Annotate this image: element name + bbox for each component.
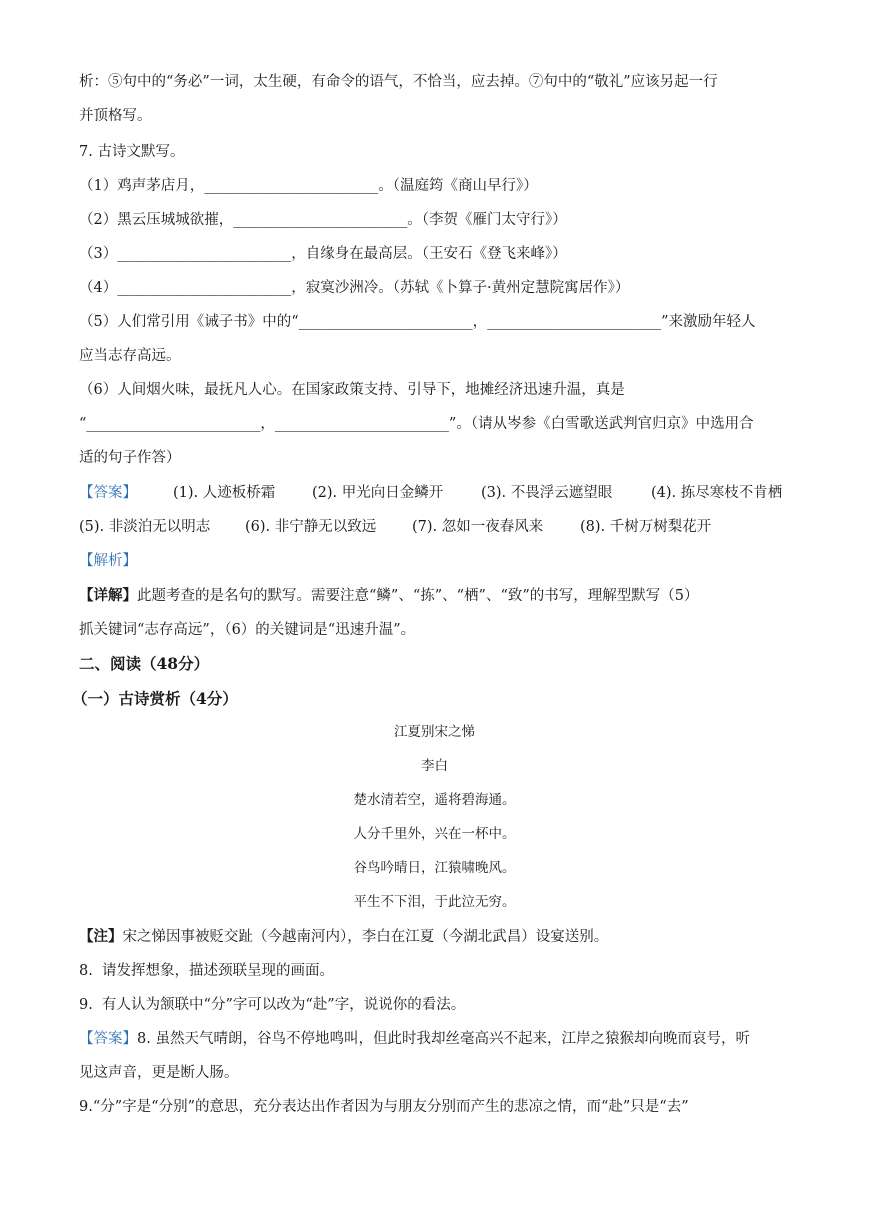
question-7-item-6: （6）人间烟火味，最抚凡人心。在国家政策支持、引导下，地摊经济迅速升温，真是 [79,382,625,398]
answer-label: 【答案】 [79,1031,137,1047]
note-text: 宋之悌因事被贬交趾（今越南河内），李白在江夏（今湖北武昌）设宴送别。 [122,929,609,945]
question-8: 8. 请发挥想象，描述颈联呈现的画面。 [79,963,335,979]
answer-item: (5). 非淡泊无以明志 [79,519,211,535]
detail-text: 此题考查的是名句的默写。需要注意“鳞”、“拣”、“栖”、“致”的书写，理解型默写（5） [137,588,699,604]
text-line: 并顶格写。 [79,108,152,124]
poem-line: 人分千里外，兴在一杯中。 [353,826,516,842]
question-7-item-6-cont: “________________________，________________________”。（请从岑参《白雪歌送武判官归京》中选用合 [79,416,754,432]
section-heading: 二、阅读（48分） [79,654,210,673]
answer-item: (7). 忽如一夜春风来 [412,519,544,535]
question-7-item-1: （1）鸡声茅店月，________________________。（温庭筠《商山早行》） [79,178,538,194]
text-line: 析：⑤句中的“务必”一词，太生硬，有命令的语气，不恰当，应去掉。⑦句中的“敬礼”应该另起一行 [79,74,718,90]
question-7-item-5: （5）人们常引用《诫子书》中的“________________________，________________________”来激励年轻人 [79,314,756,330]
answer-8-text: 8. 虽然天气晴朗，谷鸟不停地鸣叫，但此时我却丝毫高兴不起来，江岸之猿猴却向晚而哀号，听 [137,1031,750,1047]
answer-item: (4). 拣尽寒枝不肯栖 [651,485,783,501]
answer-item: (8). 千树万树梨花开 [580,519,712,535]
poem-line: 楚水清若空，遥将碧海通。 [353,792,516,808]
question-7-item-2: （2）黑云压城城欲摧，________________________。（李贺《雁门太守行》） [79,212,567,228]
question-9: 9. 有人认为颔联中“分”字可以改为“赴”字，说说你的看法。 [79,997,466,1013]
answer-item: (2). 甲光向日金鳞开 [312,485,444,501]
question-7-item-6-cont: 适的句子作答） [79,450,181,466]
note-label: 【注】 [79,928,123,945]
poem-author: 李白 [421,758,448,774]
detail-line: 抓关键词“志存高远”，（6）的关键词是“迅速升温”。 [79,622,416,638]
poem-line: 谷鸟吟晴日，江猿啸晚风。 [353,860,516,876]
note-line [79,927,608,947]
answer-line: 9.“分”字是“分别”的意思，充分表达出作者因为与朋友分别而产生的悲凉之情，而“赴”只是“去” [79,1099,689,1115]
question-7-item-5-cont: 应当志存高远。 [79,348,181,364]
question-7-item-3: （3）________________________，自缘身在最高层。（王安石《登飞来峰》） [79,246,567,262]
question-7-title: 7. 古诗文默写。 [79,144,185,160]
poem-line: 平生不下泪，于此泣无穷。 [353,894,516,910]
answer-line: 见这声音，更是断人肠。 [79,1065,239,1081]
answer-item: (3). 不畏浮云遮望眼 [481,485,613,501]
subsection-heading: （一）古诗赏析（4分） [72,689,238,708]
answer-item: (6). 非宁静无以致远 [245,519,377,535]
answer-line [79,1029,750,1049]
analysis-label: 【解析】 [79,553,137,569]
question-7-item-4: （4）________________________，寂寞沙洲冷。（苏轼《卜算子·黄州定慧院寓居作》） [79,280,630,296]
answer-item: (1). 人迹板桥霜 [173,485,276,501]
answer-label: 【答案】 [79,485,137,501]
poem-title: 江夏别宋之悌 [394,724,475,740]
detail-line [79,586,699,606]
detail-label: 【详解】 [79,587,137,604]
